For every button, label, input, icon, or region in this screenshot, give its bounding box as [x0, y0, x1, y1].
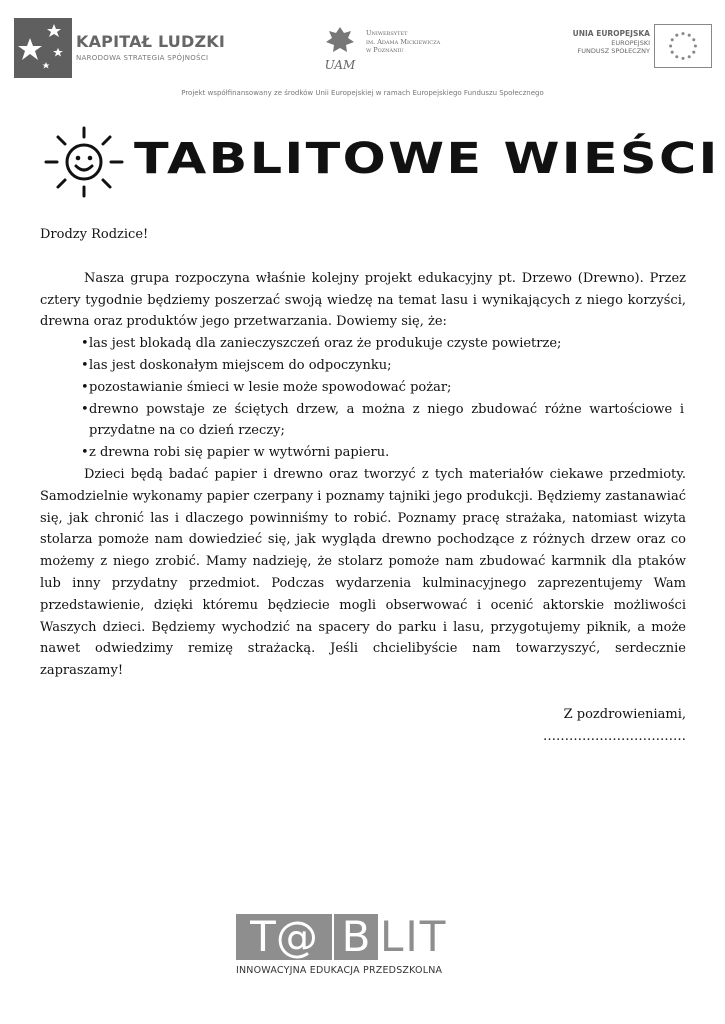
uam-crest-icon [322, 24, 358, 74]
closing: Z pozdrowieniami, [563, 706, 686, 722]
uam-line-3: w Poznaniu [366, 46, 404, 54]
list-item: • pozostawianie śmieci w lesie może spowodować pożar; [40, 377, 686, 399]
tablit-tagline: INNOWACYJNA EDUKACJA PRZEDSZKOLNA [236, 965, 443, 976]
uam-mark: UAM [324, 58, 356, 72]
eu-flag-icon [654, 24, 712, 68]
sun-icon [40, 124, 128, 200]
uam-line-1: Uniwersytet [366, 29, 408, 37]
body-paragraph: Dzieci będą badać papier i drewno oraz tworzyć z tych materiałów ciekawe przedmioty. Samodzielnie wykonamy papier czerpany i poznamy tajniki jego produkcji. Będziemy zastanawiać się, jak chronić las i dlaczego powinniśmy to robić. Poznamy pracę strażaka, natomiast wizyta stolarza pomoże nam dowiedzieć się, jak wygląda drewno pochodzące z różnych drzew oraz co możemy z niego zrobić. Mamy nadzieję, że stolarz pomoże nam zbudować karmnik dla ptaków lub inny przydatny przedmiot. Podczas wydarzenia kulminacyjnego zaprezentujemy Wam przedstawienie, dzięki któremu będziecie mogli obserwować i ocenić aktorskie możliwości Waszych dzieci. Będziemy wychodzić na spacery do parku i lasu, przygotujemy piknik, a może nawet odwiedzimy remizę strażacką. Jeśli chcielibyście nam towarzyszyć, serdecznie zapraszamy! [40, 466, 686, 679]
list-item: • z drewna robi się papier w wytwórni papieru. [40, 442, 686, 464]
tablit-logo-part-3: LIT [380, 912, 448, 961]
tablit-logo-part-2: B [334, 914, 378, 960]
tablit-logo [236, 914, 492, 984]
letter-body [40, 224, 686, 748]
eu-line-1: UNIA EUROPEJSKA [572, 29, 650, 38]
eu-text [573, 29, 650, 55]
uam-logo [322, 24, 472, 80]
list-item: • drewno powstaje ze ściętych drzew, a można z niego zbudować różne wartościowe i przydatne na co dzień rzeczy; [40, 399, 686, 443]
greeting: Drodzy Rodzice! [40, 227, 149, 242]
uam-line-2: im. Adama Mickiewicza [366, 37, 441, 46]
eu-line-2: EUROPEJSKI [611, 39, 650, 47]
newsletter-title: TABLITOWE WIEŚCI [134, 134, 720, 184]
kapital-ludzki-emblem-icon [14, 18, 72, 78]
kapital-ludzki-title: KAPITAŁ LUDZKI [76, 32, 226, 51]
signature-line: …………………………… [543, 728, 686, 744]
sponsor-logos [0, 0, 725, 85]
tablit-logo-part-1: T@ [236, 914, 332, 960]
eu-line-3: FUNDUSZ SPOŁECZNY [577, 47, 650, 55]
kapital-ludzki-subtitle: NARODOWA STRATEGIA SPÓJNOŚCI [76, 54, 209, 62]
uam-name [366, 29, 440, 55]
newsletter-banner [40, 124, 720, 200]
bullet-list [40, 333, 686, 464]
cofunding-note: Projekt współfinansowany ze środków Unii Europejskiej w ramach Europejskiego Funduszu Społecznego [181, 89, 544, 97]
intro-paragraph: Nasza grupa rozpoczyna właśnie kolejny projekt edukacyjny pt. Drzewo (Drewno). Przez cztery tygodnie będziemy poszerzać swoją wiedzę na temat lasu i wynikających z niego korzyści, drewna oraz produktów jego przetwarzania. Dowiemy się, że: [40, 270, 686, 330]
list-item: • las jest blokadą dla zanieczyszczeń oraz że produkuje czyste powietrze; [40, 333, 686, 355]
eu-logo [560, 24, 712, 70]
list-item: • las jest doskonałym miejscem do odpoczynku; [40, 355, 686, 377]
kapital-ludzki-logo [14, 18, 234, 80]
